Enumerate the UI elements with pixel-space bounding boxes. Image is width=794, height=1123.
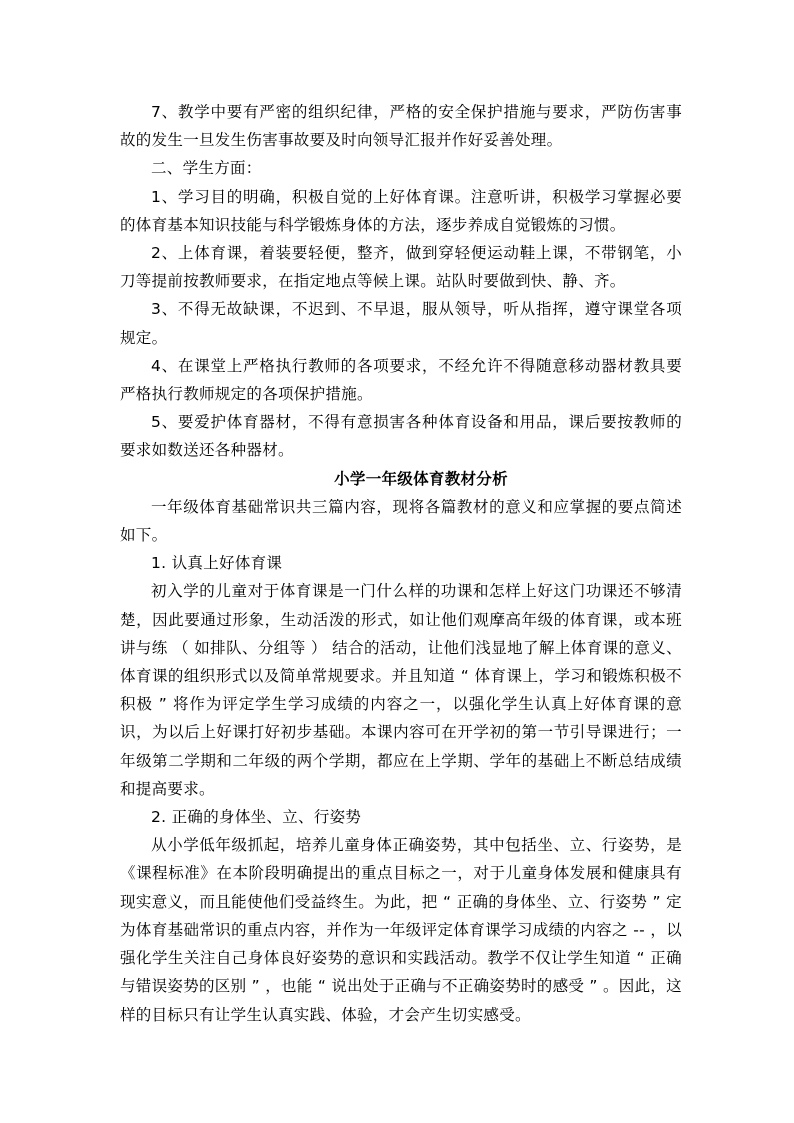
paragraph-student-rule-1: 1、学习目的明确，积极自觉的上好体育课。注意听讲，积极学习掌握必要的体育基本知识技能与科学锻炼身体的方法，逐步养成自觉锻炼的习惯。 [120, 187, 682, 234]
heading-student-section: 二、学生方面： [151, 159, 262, 178]
paragraph-student-rule-3: 3、不得无故缺课，不迟到、不早退，服从领导，听从指挥，遵守课堂各项规定。 [120, 300, 682, 347]
document-page [120, 98, 682, 1029]
paragraph-lesson-1-body: 初入学的儿童对于体育课是一门什么样的功课和怎样上好这门功课还不够清楚，因此要通过形象，生动活泼的形式，如让他们观摩高年级的体育课，或本班讲与练 （ 如排队、分组等 ） 结合的活动，让他们浅显地了解上体育课的意义、体育课的组织形式以及简单常规要求。并且知道 “ 体育课上，学习和锻炼积极不积极 ” 将作为评定学生学习成绩的内容之一，以强化学生认真上好体育课的意识，为以后上好课打好初步基础。本课内容可在开学初的第一节引导课进行；一年级第二学期和二年级的两个学期，都应在上学期、学年的基础上不断总结成绩和提高要求。 [120, 582, 682, 798]
paragraph-student-rule-5: 5、要爱护体育器材，不得有意损害各种体育设备和用品，课后要按教师的要求如数送还各种器材。 [120, 413, 682, 460]
paragraph-intro: 一年级体育基础常识共三篇内容，现将各篇教材的意义和应掌握的要点简述如下。 [120, 497, 682, 545]
paragraph-student-rule-2: 2、上体育课，着装要轻便，整齐，做到穿轻便运动鞋上课，不带钢笔，小刀等提前按教师要求，在指定地点等候上课。站队时要做到快、静、齐。 [120, 244, 682, 291]
section-title: 小学一年级体育教材分析 [334, 469, 508, 488]
subheading-lesson-1: 1. 认真上好体育课 [151, 554, 283, 573]
paragraph-lesson-2-body: 从小学低年级抓起，培养儿童身体正确姿势，其中包括坐、立、行姿势，是《课程标准》在本阶段明确提出的重点目标之一，对于儿童身体发展和健康具有现实意义，而且能使他们受益终生。为此，把 “ 正确的身体坐、立、行姿势 ” 定为体育基础常识的重点内容，并作为一年级评定体育课学习成绩的内容之 -- ，以强化学生关注自己身体良好姿势的意识和实践活动。教学不仅让学生知道 “ 正确与错误姿势的区别 ” ，也能 “ 说出处于正确与不正确姿势时的感受 ” 。因此，这样的目标只有让学生认真实践、体验，才会产生切实感受。 [120, 836, 682, 1024]
paragraph-teacher-rule-7: 7、教学中要有严密的组织纪律，严格的安全保护措施与要求，严防伤害事故的发生一旦发生伤害事故要及时向领导汇报并作好妥善处理。 [120, 103, 682, 150]
paragraph-student-rule-4: 4、在课堂上严格执行教师的各项要求，不经允许不得随意移动器材教具要严格执行教师规定的各项保护措施。 [120, 356, 682, 404]
subheading-lesson-2: 2. 正确的身体坐、立、行姿势 [151, 808, 362, 827]
